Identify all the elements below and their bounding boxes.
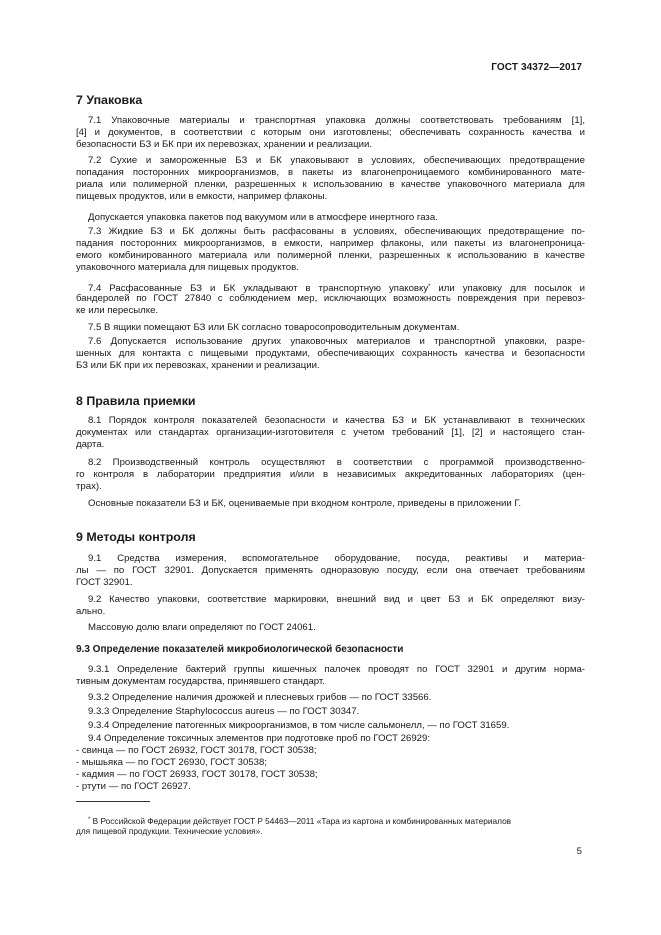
paragraph-7-3: 7.3 Жидкие БЗ и БК должны быть расфасованы в условиях, обеспечивающих предотвращение по- падания посторонних микроорганизмов, в емкости, например флаконы, или пакеты из влагонепроница- емого комбинированного материала или полимерной пленки, разрешенных к использованию в качестве упаковочного материала для пищевых продуктов.	[76, 226, 585, 273]
paragraph-8-2-appendix: Основные показатели БЗ и БК, оцениваемые при входном контроле, приведены в приложении Г.	[88, 498, 522, 509]
paragraph-9-2: 9.2 Качество упаковки, соответствие маркировки, внешний вид и цвет БЗ и БК определяют визу- ально.	[76, 594, 585, 617]
paragraph-9-3-4: 9.3.4 Определение патогенных микроорганизмов, в том числе сальмонелл, — по ГОСТ 31659.	[88, 720, 510, 731]
subsection-9-3-heading: 9.3 Определение показателей микробиологической безопасности	[76, 644, 404, 655]
paragraph-9-3-1: 9.3.1 Определение бактерий группы кишечных палочек проводят по ГОСТ 32901 и другим норма- тивным документам государства, принявшего стандарт.	[76, 664, 585, 687]
paragraph-7-2-vacuum: Допускается упаковка пакетов под вакуумом или в атмосфере инертного газа.	[88, 212, 438, 223]
paragraph-8-2: 8.2 Производственный контроль осуществляют в соответствии с программой производственно- го контроля в лаборатории предприятия и/или в независимых аккредитованных лабораториях (цен- трах).	[76, 457, 585, 492]
page-number: 5	[576, 846, 582, 857]
footnote-marker: *	[428, 284, 431, 290]
footnote-divider	[76, 801, 150, 802]
section-8-heading: 8 Правила приемки	[76, 394, 196, 408]
list-item: - свинца — по ГОСТ 26932, ГОСТ 30178, ГОСТ 30538;	[76, 745, 317, 756]
paragraph-7-5: 7.5 В ящики помещают БЗ или БК согласно товаросопроводительным документам.	[88, 322, 460, 333]
paragraph-9-4: 9.4 Определение токсичных элементов при подготовке проб по ГОСТ 26929: - свинца — по ГОСТ 26932, ГОСТ 30178, ГОСТ 30538; - мышьяка — по ГОСТ 26930, ГОСТ 30538; - кадмия — по ГОСТ 26933, ГОСТ 30178, ГОСТ 30538; - ртути — по ГОСТ 26927.	[76, 733, 585, 793]
paragraph-9-3-2: 9.3.2 Определение наличия дрожжей и плесневых грибов — по ГОСТ 33566.	[88, 692, 432, 703]
paragraph-8-1: 8.1 Порядок контроля показателей безопасности и качества БЗ и БК устанавливают в технических документах или стандартах организации-изготовителя с учетом требований [1], [2] и настоящего стан- дарта.	[76, 415, 585, 450]
list-item: - мышьяка — по ГОСТ 26930, ГОСТ 30538;	[76, 757, 267, 768]
paragraph-7-6: 7.6 Допускается использование других упаковочных материалов и транспортной упаковки, разре- шенных для контакта с пищевыми продуктами, обеспечивающих сохранность качества и безопасности БЗ или БК при их перевозках, хранении и реализации.	[76, 336, 585, 371]
paragraph-9-3-3: 9.3.3 Определение Staphylococcus aureus — по ГОСТ 30347.	[88, 706, 360, 717]
paragraph-9-1: 9.1 Средства измерения, вспомогательное оборудование, посуда, реактивы и материа- лы — по ГОСТ 32901. Допускается применять одноразовую посуду, если она отвечает требованиям ГОСТ 32901.	[76, 553, 585, 588]
paragraph-9-2-moisture: Массовую долю влаги определяют по ГОСТ 24061.	[88, 622, 316, 633]
list-item: - ртути — по ГОСТ 26927.	[76, 781, 191, 792]
section-9-heading: 9 Методы контроля	[76, 530, 196, 544]
footnote: * В Российской Федерации действует ГОСТ Р 54463—2011 «Тара из картона и комбинированных материалов для пищевой продукции. Технические условия».	[76, 816, 512, 836]
document-header: ГОСТ 34372—2017	[491, 62, 582, 73]
list-item: - кадмия — по ГОСТ 26933, ГОСТ 30178, ГОСТ 30538;	[76, 769, 318, 780]
footnote-mark: *	[88, 817, 91, 823]
paragraph-7-4: 7.4 Расфасованные БЗ и БК укладывают в транспортную упаковку* или упаковку для посылок и бандеролей по ГОСТ 27840 с соблюдением мер, исключающих возможность повреждения при перевоз- ке или пересылке.	[76, 283, 585, 316]
paragraph-7-1: 7.1 Упаковочные материалы и транспортная упаковка должны соответствовать требованиям [1], [4] и документов, в соответствии с которым они изготовлены; обеспечивать сохранность качества и безопасности БЗ и БК при их перевозках, хранении и реализации.	[76, 115, 585, 150]
section-7-heading: 7 Упаковка	[76, 93, 143, 107]
paragraph-7-2: 7.2 Сухие и замороженные БЗ и БК упаковывают в условиях, обеспечивающих предотвращение попадания посторонних микроорганизмов, в пакеты из влагонепроницаемого комбинированного мате- риала или полимерной пленки, разрешенных к использованию в качестве упаковочного материала для пищевых продуктов, или в емкости, например флаконы.	[76, 155, 585, 202]
